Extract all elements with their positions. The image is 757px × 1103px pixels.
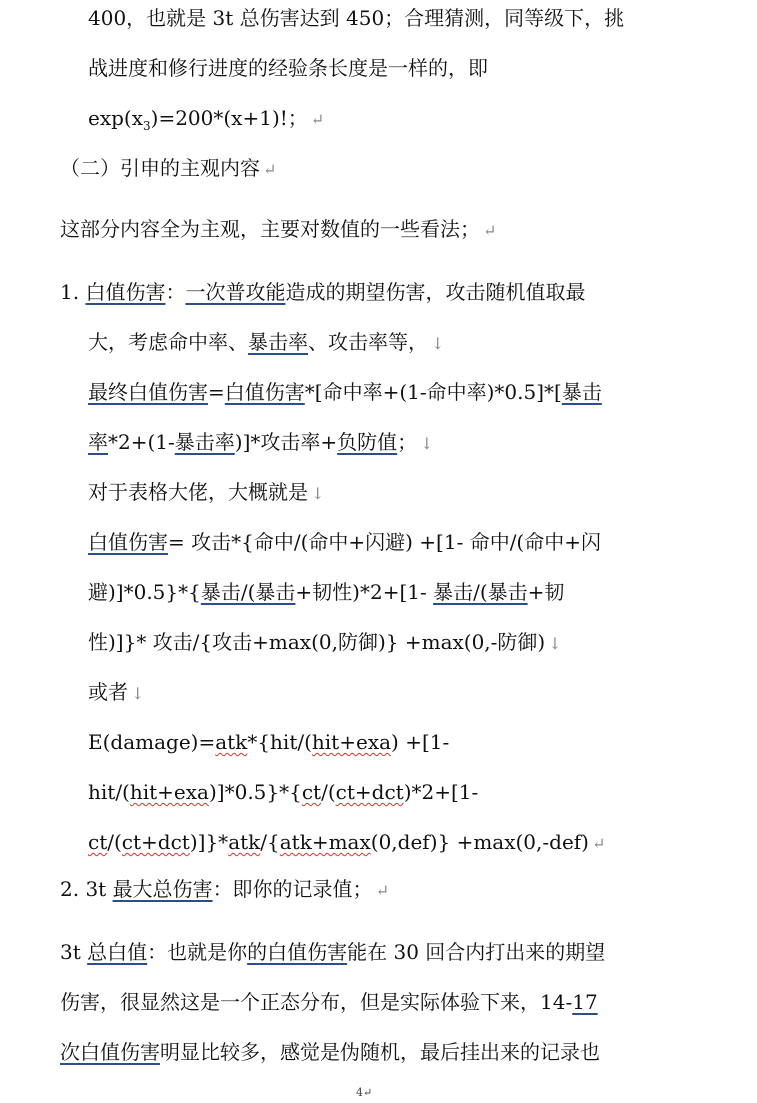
section-heading: （二）引申的主观内容 ↵ [60,156,277,180]
paragraph-mark-icon: ↵ [263,160,277,179]
formula-line: ct/(ct+dct)]}*atk/{atk+max(0,def)} +max(0,-def) ↵ [88,830,606,854]
formula-line: E(damage)=atk*{hit/(hit+exa) +[1- [88,730,450,754]
formula-line: $\exp(x_3)=200*(x+1)$!； ↵ [88,106,325,133]
text-line: 或者 ↓ [88,680,145,704]
paragraph-mark-icon: ↵ [483,221,497,240]
formula-line: hit/(hit+exa)]*0.5}*{ct/(ct+dct)*2+[1- [88,780,479,804]
line-break-icon: ↓ [431,334,445,353]
line-break-icon: ↓ [131,684,145,703]
text-line: 大，考虑命中率、暴击率、攻击率等， ↓ [88,330,445,354]
formula-line: 避)]*0.5}*{暴击/(暴击+韧性)*2+[1- 暴击/(暴击+韧 [88,580,565,604]
text-line: 400，也就是 3t 总伤害达到 450；合理猜测，同等级下，挑 [88,6,625,30]
formula-line: 率*2+(1-暴击率)]*攻击率+负防值； ↓ [88,430,434,454]
line-break-icon: ↓ [420,434,434,453]
paragraph-mark-icon: ↵ [375,881,389,900]
line-break-icon: ↓ [548,634,562,653]
text-line: 战进度和修行进度的经验条长度是一样的，即 [88,56,488,80]
list-item-1: 1. 白值伤害：一次普攻能造成的期望伤害，攻击随机值取最 [60,280,586,304]
paragraph-mark-icon: ↵ [592,834,606,853]
page-number: 4↵ [356,1086,373,1099]
text-line: 对于表格大佬，大概就是 ↓ [88,480,325,504]
paragraph-mark-icon: ↵ [310,110,325,129]
formula-line: 最终白值伤害=白值伤害*[命中率+(1-命中率)*0.5]*[暴击 [88,380,602,404]
list-item-2: 2. 3t 最大总伤害：即你的记录值； ↵ [60,877,389,901]
formula-line: 白值伤害= 攻击*{命中/(命中+闪避) +[1- 命中/(命中+闪 [88,530,601,554]
text-line: 3t 总白值：也就是你的白值伤害能在 30 回合内打出来的期望 [60,940,606,964]
formula-line: 性)]}* 攻击/{攻击+max(0,防御)} +max(0,-防御) ↓ [88,630,562,654]
text-line: 这部分内容全为主观，主要对数值的一些看法； ↵ [60,217,497,241]
text-line: 次白值伤害明显比较多，感觉是伪随机，最后挂出来的记录也 [60,1040,600,1064]
line-break-icon: ↓ [311,484,325,503]
text-line: 伤害，很显然这是一个正态分布，但是实际体验下来，14-17 [60,990,598,1014]
